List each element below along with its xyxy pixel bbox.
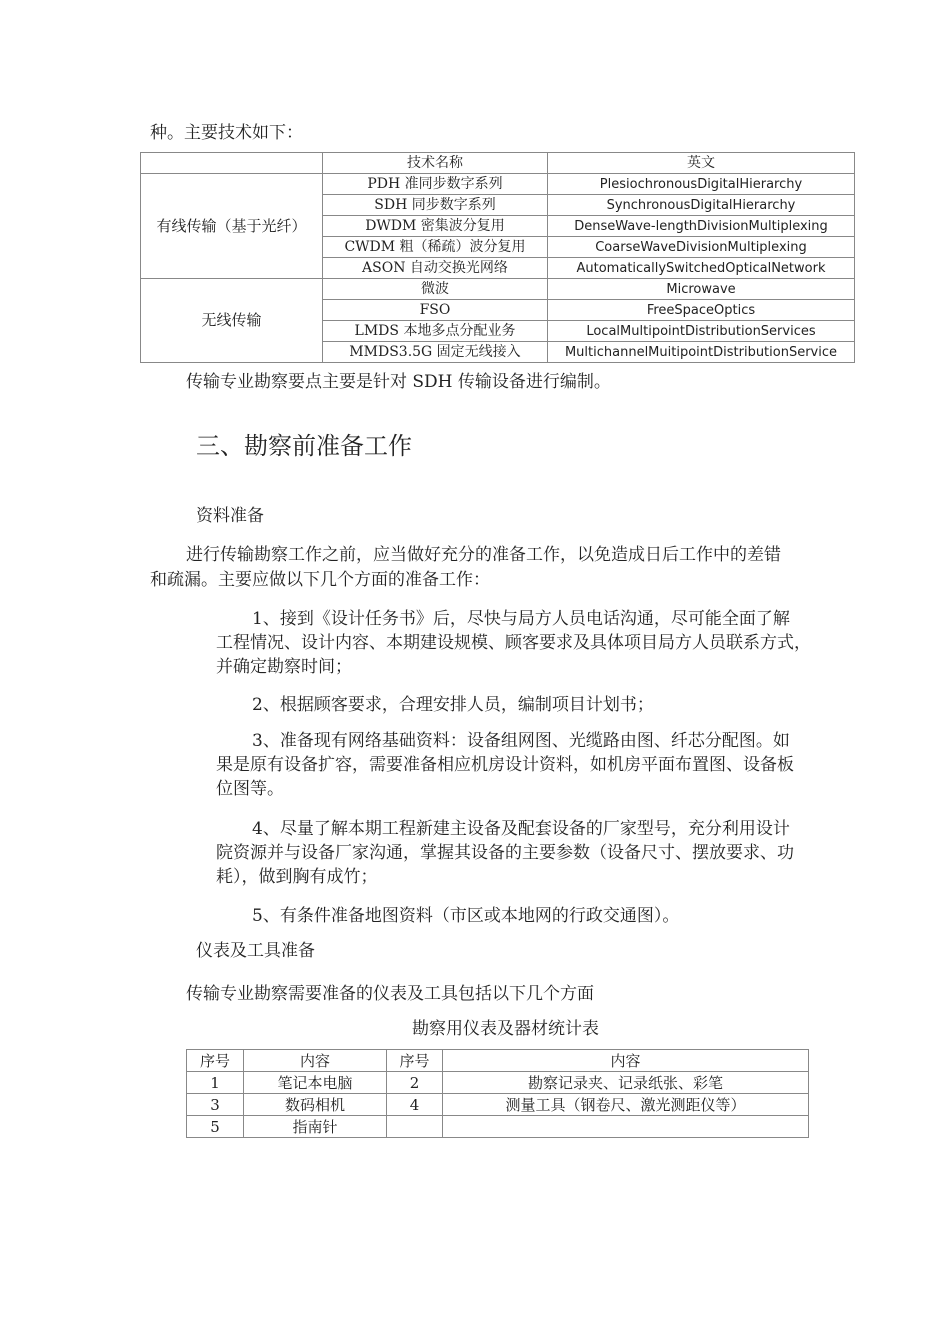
- content-cell: 笔记本电脑: [244, 1072, 387, 1094]
- tech-name-cell: LMDS 本地多点分配业务: [323, 321, 548, 342]
- table-header-row: [187, 1050, 809, 1072]
- list-item-3-line: 3、准备现有网络基础资料：设备组网图、光缆路由图、纤芯分配图。如: [252, 731, 790, 751]
- tech-name-cell: CWDM 粗（稀疏）波分复用: [323, 237, 548, 258]
- tools-table: [186, 1049, 809, 1138]
- tech-name-cell: ASON 自动交换光网络: [323, 258, 548, 279]
- index-cell: 4: [387, 1094, 443, 1116]
- content-cell: 指南针: [244, 1116, 387, 1138]
- header-cell-empty: [141, 153, 323, 174]
- group-label-wireless: 无线传输: [141, 279, 323, 363]
- table-caption: 勘察用仪表及器材统计表: [412, 1019, 599, 1039]
- index-cell: 2: [387, 1072, 443, 1094]
- list-item-2: 2、根据顾客要求，合理安排人员，编制项目计划书；: [252, 695, 654, 715]
- content-cell: 测量工具（钢卷尺、激光测距仪等）: [443, 1094, 809, 1116]
- subheading-materials: 资料准备: [196, 506, 264, 526]
- technology-table: [140, 152, 855, 363]
- index-cell: 1: [187, 1072, 244, 1094]
- list-item-5: 5、有条件准备地图资料（市区或本地网的行政交通图）。: [252, 906, 680, 926]
- tech-english-cell: PlesiochronousDigitalHierarchy: [548, 174, 855, 195]
- table-row: [187, 1116, 809, 1138]
- header-cell-content: 内容: [443, 1050, 809, 1072]
- header-cell-index: 序号: [387, 1050, 443, 1072]
- tech-name-cell: PDH 准同步数字系列: [323, 174, 548, 195]
- tech-name-cell: SDH 同步数字系列: [323, 195, 548, 216]
- header-cell-index: 序号: [187, 1050, 244, 1072]
- content-cell: 勘察记录夹、记录纸张、彩笔: [443, 1072, 809, 1094]
- subheading-tools: 仪表及工具准备: [196, 941, 315, 961]
- index-cell: [387, 1116, 443, 1138]
- paragraph-tools: 传输专业勘察需要准备的仪表及工具包括以下几个方面: [186, 984, 594, 1004]
- note-line: 传输专业勘察要点主要是针对 SDH 传输设备进行编制。: [186, 372, 611, 392]
- content-cell: 数码相机: [244, 1094, 387, 1116]
- tech-english-cell: DenseWave-lengthDivisionMultiplexing: [548, 216, 855, 237]
- list-item-1-line: 并确定勘察时间；: [216, 657, 352, 677]
- tech-english-cell: AutomaticallySwitchedOpticalNetwork: [548, 258, 855, 279]
- tech-english-cell: SynchronousDigitalHierarchy: [548, 195, 855, 216]
- paragraph-line: 进行传输勘察工作之前，应当做好充分的准备工作，以免造成日后工作中的差错: [186, 545, 781, 565]
- table-row: [141, 174, 855, 195]
- paragraph-line: 和疏漏。主要应做以下几个方面的准备工作：: [150, 570, 490, 590]
- list-item-4-line: 耗），做到胸有成竹；: [216, 867, 378, 887]
- list-item-1-line: 工程情况、设计内容、本期建设规模、顾客要求及具体项目局方人员联系方式，: [216, 633, 811, 653]
- section-title: 三、勘察前准备工作: [196, 432, 412, 460]
- header-cell-content: 内容: [244, 1050, 387, 1072]
- list-item-3-line: 位图等。: [216, 779, 284, 799]
- table-row: [187, 1072, 809, 1094]
- header-cell-english: 英文: [548, 153, 855, 174]
- intro-line: 种。主要技术如下：: [150, 123, 303, 143]
- tech-name-cell: MMDS3.5G 固定无线接入: [323, 342, 548, 363]
- tech-english-cell: FreeSpaceOptics: [548, 300, 855, 321]
- list-item-4-line: 4、尽量了解本期工程新建主设备及配套设备的厂家型号，充分利用设计: [252, 819, 790, 839]
- table-row: [187, 1094, 809, 1116]
- tech-english-cell: CoarseWaveDivisionMultiplexing: [548, 237, 855, 258]
- index-cell: 5: [187, 1116, 244, 1138]
- group-label-wired: 有线传输（基于光纤）: [141, 174, 323, 279]
- list-item-4-line: 院资源并与设备厂家沟通，掌握其设备的主要参数（设备尺寸、摆放要求、功: [216, 843, 794, 863]
- tech-name-cell: DWDM 密集波分复用: [323, 216, 548, 237]
- table-header-row: [141, 153, 855, 174]
- tech-english-cell: Microwave: [548, 279, 855, 300]
- header-cell-tech-name: 技术名称: [323, 153, 548, 174]
- tech-english-cell: MultichannelMuitipointDistributionService: [548, 342, 855, 363]
- tech-name-cell: 微波: [323, 279, 548, 300]
- table-row: [141, 279, 855, 300]
- index-cell: 3: [187, 1094, 244, 1116]
- list-item-3-line: 果是原有设备扩容，需要准备相应机房设计资料，如机房平面布置图、设备板: [216, 755, 794, 775]
- tech-english-cell: LocalMultipointDistributionServices: [548, 321, 855, 342]
- content-cell: [443, 1116, 809, 1138]
- list-item-1-line: 1、接到《设计任务书》后，尽快与局方人员电话沟通，尽可能全面了解: [252, 609, 790, 629]
- tech-name-cell: FSO: [323, 300, 548, 321]
